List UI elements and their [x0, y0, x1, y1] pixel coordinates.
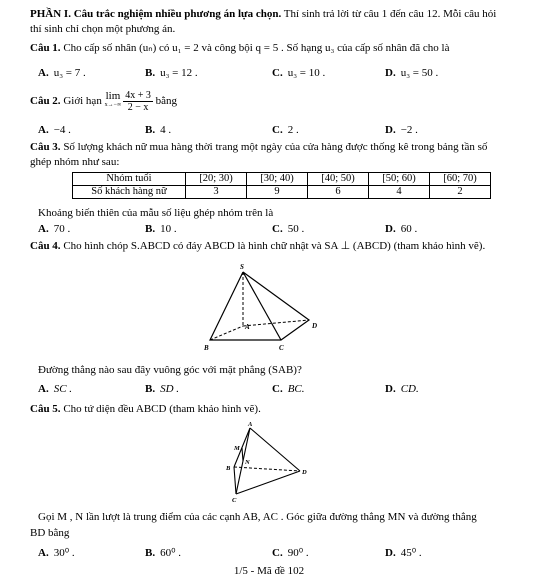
edge-ad — [243, 320, 309, 326]
vertex-c-label: C — [279, 344, 284, 352]
table-cell: [30; 40) — [247, 173, 308, 186]
point-n-label: N — [245, 459, 250, 466]
q3-option-c[interactable]: C. 50 . — [272, 223, 305, 235]
question-5-stem: Câu 5. Cho tứ diện đều ABCD (tham khảo hình vẽ). — [30, 403, 261, 415]
table-row — [73, 173, 491, 186]
pyramid-solid-edges — [210, 272, 309, 340]
pyramid-figure — [195, 262, 335, 354]
vertex-c-label: C — [232, 497, 237, 502]
table-row-header: Số khách hàng nữ — [73, 186, 186, 199]
question-4-stem: Câu 4. Cho hình chóp S.ABCD có đáy ABCD là hình chữ nhật và SA ⊥ (ABCD) (tham khảo hình vẽ). — [30, 240, 486, 252]
q5-option-b[interactable]: B. 60⁰ . — [145, 547, 182, 559]
table-cell: 6 — [308, 186, 369, 199]
table-cell: [60; 70) — [430, 173, 491, 186]
question-5-question-cont: BD bằng — [30, 527, 70, 539]
question-2-label: Câu 2. — [30, 95, 61, 107]
frequency-table — [72, 172, 491, 199]
question-5-label: Câu 5. — [30, 403, 61, 415]
question-1-options — [38, 67, 528, 80]
question-3-options — [38, 223, 528, 236]
q4-option-a[interactable]: A. SC . — [38, 383, 73, 395]
question-5-options — [38, 546, 528, 559]
limit-operator: lim x→−∞ — [104, 90, 122, 109]
vertex-s-label: S — [240, 263, 244, 271]
q5-option-c[interactable]: C. 90⁰ . — [272, 547, 309, 559]
question-4-options — [38, 383, 528, 396]
q4-option-c[interactable]: C. BC. — [272, 383, 305, 395]
edge-bd — [234, 467, 300, 471]
q1-option-d[interactable]: D. u₃ = 50 . — [385, 67, 439, 79]
q5-option-a[interactable]: A. 30⁰ . — [38, 547, 75, 559]
table-cell: 3 — [186, 186, 247, 199]
q1-option-b[interactable]: B. u₃ = 12 . — [145, 67, 198, 79]
q5-option-d[interactable]: D. 45⁰ . — [385, 547, 422, 559]
point-m-label: M — [234, 445, 240, 452]
edge-ab — [210, 326, 243, 340]
table-cell: 9 — [247, 186, 308, 199]
question-2-stem: Câu 2. Giới hạn lim x→−∞ $\frac{4x + 3}{2 - x}$ bằng — [30, 89, 178, 113]
q2-option-a[interactable]: A. −4 . — [38, 124, 71, 136]
table-cell: [20; 30) — [186, 173, 247, 186]
q3-option-b[interactable]: B. 10 . — [145, 223, 177, 235]
page-footer: 1/5 - Mã đề 102 — [233, 565, 305, 577]
edge-ad — [250, 428, 300, 471]
question-2-options — [38, 124, 528, 137]
table-cell: [40; 50) — [308, 173, 369, 186]
question-3-stem: Câu 3. Số lượng khách nữ mua hàng thời trang một ngày của cửa hàng được thống kê trong bảng tần số — [30, 141, 488, 153]
section-instructions: Thí sinh trả lời từ câu 1 đến câu 12. Mỗi câu hỏi — [281, 8, 497, 20]
table-row — [73, 186, 491, 199]
q2-option-b[interactable]: B. 4 . — [145, 124, 172, 136]
vertex-b-label: B — [226, 465, 231, 472]
table-cell: 4 — [369, 186, 430, 199]
q3-option-a[interactable]: A. 70 . — [38, 223, 71, 235]
q4-option-d[interactable]: D. CD. — [385, 383, 419, 395]
question-1-stem — [30, 42, 524, 55]
question-4-label: Câu 4. — [30, 240, 61, 252]
q4-option-b[interactable]: B. SD . — [145, 383, 180, 395]
q3-option-d[interactable]: D. 60 . — [385, 223, 418, 235]
q2-option-c[interactable]: C. 2 . — [272, 124, 299, 136]
tetrahedron-figure — [218, 420, 308, 502]
vertex-b-label: B — [204, 344, 209, 352]
question-3-question: Khoảng biến thiên của mẫu số liệu ghép nhóm trên là — [38, 207, 274, 219]
table-cell: 2 — [430, 186, 491, 199]
q1-option-a[interactable]: A. u₃ = 7 . — [38, 67, 86, 79]
question-1-label: Câu 1. — [30, 42, 61, 54]
vertex-a-label: A — [245, 323, 250, 331]
table-cell: [50; 60) — [369, 173, 430, 186]
vertex-d-label: D — [302, 469, 307, 476]
edge-cd — [236, 471, 300, 494]
section-header — [30, 8, 524, 21]
question-3-label: Câu 3. — [30, 141, 61, 153]
q2-option-d[interactable]: D. −2 . — [385, 124, 418, 136]
vertex-a-label: A — [248, 421, 253, 428]
segment-mn — [242, 448, 243, 461]
question-5-question: Gọi M , N lần lượt là trung điểm của các cạnh AB, AC . Góc giữa đường thẳng MN và đường thẳng — [38, 511, 477, 523]
table-row-header: Nhóm tuổi — [73, 173, 186, 186]
question-4-question: Đường thẳng nào sau đây vuông góc với mặt phẳng (SAB)? — [38, 364, 302, 376]
limit-fraction: $\frac{4x + 3}{2 - x}$ — [125, 89, 151, 113]
q1-option-c[interactable]: C. u₃ = 10 . — [272, 67, 326, 79]
edge-bc — [234, 467, 236, 494]
vertex-d-label: D — [312, 322, 318, 330]
question-1-text: Cho cấp số nhân (uₙ) có u₁ = 2 và công bội q = 5 . Số hạng u₃ của cấp số nhân đã cho là — [60, 42, 450, 54]
question-3-stem-cont: ghép nhóm như sau: — [30, 156, 120, 168]
section-title: PHẦN I. Câu trắc nghiệm nhiều phương án lựa chọn. — [30, 8, 282, 20]
section-instructions-cont: thí sinh chỉ chọn một phương án. — [30, 23, 176, 35]
